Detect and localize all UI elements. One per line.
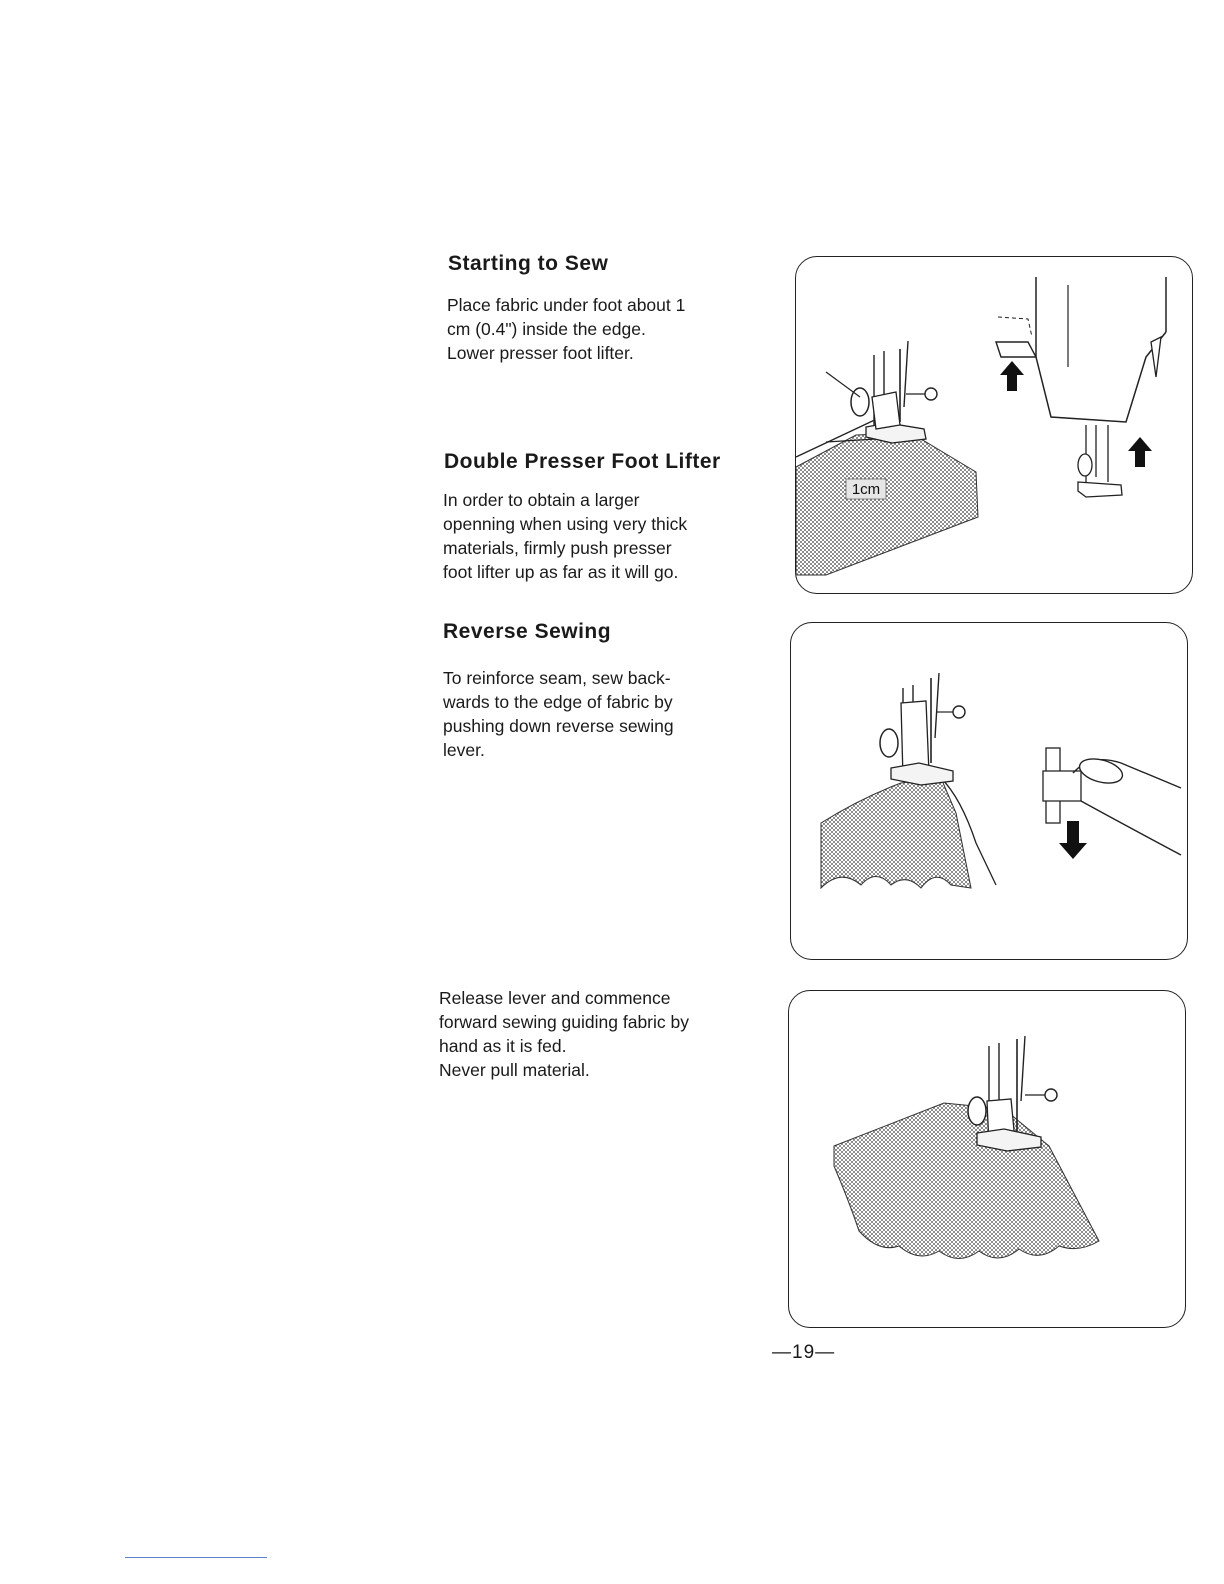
double-presser-foot-lifter-text: In order to obtain a larger openning when using very thick materials, firmly push presser foot lifter up as far as it will go. <box>443 490 688 582</box>
forward-sewing-illustration <box>789 991 1185 1327</box>
presser-foot-lifter-figure <box>795 256 1193 594</box>
forward-sewing-figure <box>788 990 1186 1328</box>
up-arrow-icon <box>1000 361 1024 391</box>
one-cm-label: 1cm <box>851 481 881 498</box>
reverse-sewing-text: To reinforce seam, sew back- wards to the edge of fabric by pushing down reverse sewing lever. <box>443 668 674 760</box>
starting-to-sew-text: Place fabric under foot about 1 cm (0.4") inside the edge. Lower presser foot lifter. <box>447 295 686 363</box>
reverse-lever-illustration <box>791 623 1187 959</box>
down-arrow-icon <box>1059 821 1087 859</box>
up-arrow-icon <box>1128 437 1152 467</box>
double-presser-foot-lifter-heading: Double Presser Foot Lifter <box>444 450 721 473</box>
page-number: —19— <box>772 1342 836 1363</box>
starting-to-sew-heading: Starting to Sew <box>448 252 609 275</box>
reverse-sewing-heading: Reverse Sewing <box>443 620 612 643</box>
reverse-sewing-figure <box>790 622 1188 960</box>
presser-foot-lifter-illustration <box>796 257 1192 593</box>
footer-rule <box>125 1557 267 1558</box>
release-lever-text: Release lever and commence forward sewing guiding fabric by hand as it is fed. Never pull material. <box>439 988 689 1080</box>
